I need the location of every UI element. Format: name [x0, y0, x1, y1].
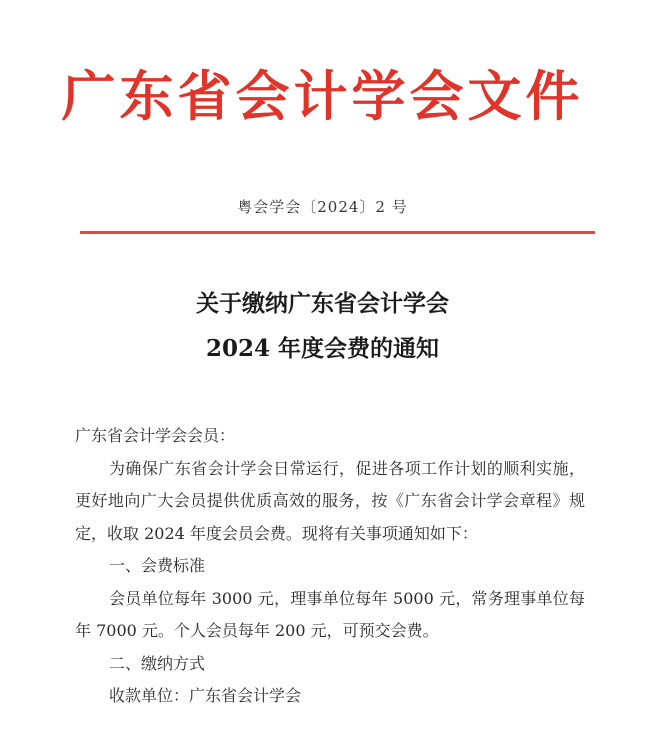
notice-body: [75, 420, 585, 713]
document-header: 广东省会计学会文件: [61, 65, 584, 128]
intro-paragraph: 为确保广东省会计学会日常运行，促进各项工作计划的顺利实施，更好地向广大会员提供优质高效的服务，按《广东省会计学会章程》规定，收取 2024 年度会员会费。现将有关事项通知如下：: [75, 458, 585, 543]
notice-title-line-1: 关于缴纳广东省会计学会: [196, 290, 449, 317]
section-1-body: 会员单位每年 3000 元，理事单位每年 5000 元，常务理事单位每年 7000 元。个人会员每年 200 元，可预交会费。: [75, 588, 585, 640]
section-2-heading: 二、缴纳方式: [109, 653, 206, 673]
section-1-heading: 一、会费标准: [109, 556, 206, 575]
notice-title-line-2: 2024 年度会费的通知: [205, 335, 440, 362]
header-divider: [80, 231, 595, 234]
payee-line: 收款单位：广东省会计学会: [109, 686, 302, 705]
salutation: 广东省会计学会会员：: [75, 426, 236, 445]
document-number: 粤会学会〔2024〕2 号: [237, 198, 408, 216]
